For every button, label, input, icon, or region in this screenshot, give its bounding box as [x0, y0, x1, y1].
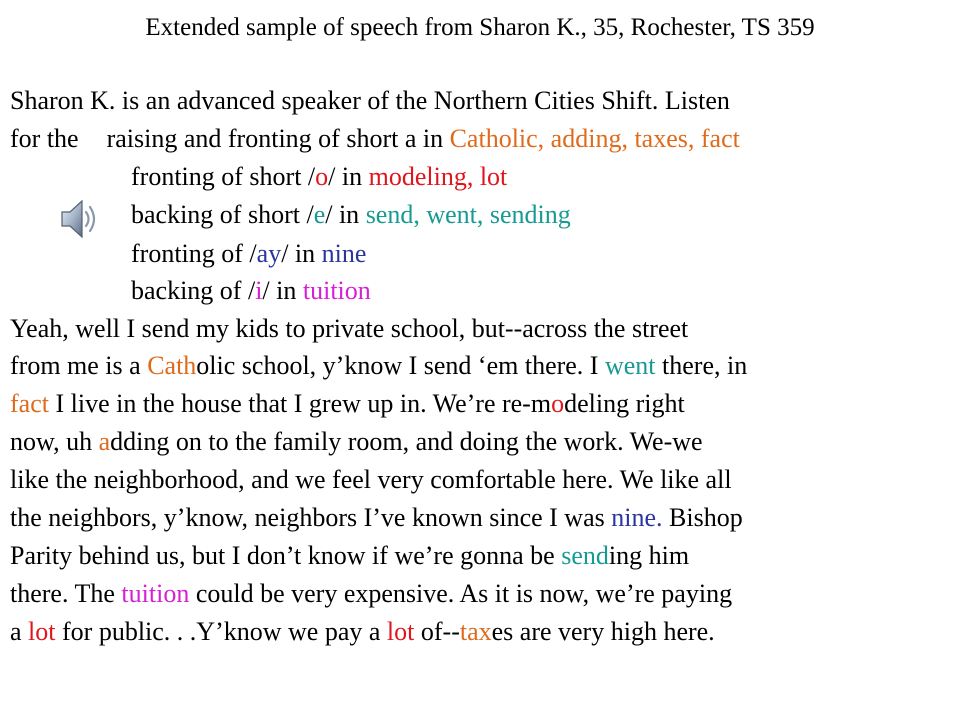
feature-short-e [131, 200, 571, 230]
transcript-line-3 [10, 389, 685, 419]
transcript-line-2 [10, 351, 747, 381]
text: there, in [655, 351, 748, 380]
feature-sound: e [313, 200, 326, 229]
text: from me is a [10, 351, 148, 380]
feature-label: backing of / [131, 276, 256, 305]
transcript-line-5: like the neighborhood, and we feel very comfortable here. We like all [10, 465, 732, 494]
transcript-line-9 [10, 617, 715, 647]
text: there. The [10, 579, 122, 608]
intro-line-2 [10, 124, 740, 154]
text: the neighbors, y’know, neighbors I’ve known since I was [10, 503, 612, 532]
feature-suffix: / in [328, 162, 369, 191]
text: Parity behind us, but I don’t know if we’re gonna be [10, 541, 562, 570]
feature-i [131, 276, 371, 306]
feature-ay [131, 239, 366, 269]
highlight-short-a: tax [459, 617, 492, 646]
highlight-short-o: lot [386, 617, 415, 646]
transcript-line-4 [10, 427, 703, 457]
feature-sound: i [255, 276, 263, 305]
text: for public. . .Y’know we pay a [55, 617, 387, 646]
feature-words: modeling, lot [368, 162, 508, 191]
text: ing him [608, 541, 690, 570]
text: Bishop [662, 503, 743, 532]
intro-line-1: Sharon K. is an advanced speaker of the Northern Cities Shift. Listen [10, 86, 730, 115]
feature-short-a: raising and fronting of short a in [106, 124, 450, 153]
transcript-line-1: Yeah, well I send my kids to private school, but--across the street [10, 314, 689, 343]
highlight-short-a: Cath [147, 351, 197, 380]
feature-words: send, went, sending [365, 200, 571, 229]
text: deling right [564, 389, 685, 418]
feature-label: fronting of short / [131, 162, 316, 191]
text: now, uh [10, 427, 99, 456]
feature-short-o [131, 162, 507, 192]
feature-label: backing of short / [131, 200, 314, 229]
feature-label: fronting of / [131, 239, 257, 268]
feature-words: tuition [302, 276, 371, 305]
highlight-short-e: send [561, 541, 609, 570]
transcript-line-7 [10, 541, 689, 571]
highlight-short-o: o [551, 389, 565, 418]
feature-suffix: / in [262, 276, 303, 305]
highlight-ay: nine. [611, 503, 663, 532]
text: could be very expensive. As it is now, we’re paying [189, 579, 733, 608]
speaker-icon[interactable] [56, 196, 102, 242]
highlight-short-o: lot [28, 617, 56, 646]
text: of-- [414, 617, 460, 646]
highlight-i: tuition [121, 579, 190, 608]
transcript-line-6 [10, 503, 743, 533]
highlight-short-e: went [604, 351, 656, 380]
feature-sound: ay [256, 239, 282, 268]
feature-short-a-words: Catholic, adding, taxes, fact [449, 124, 740, 153]
text: a [10, 617, 29, 646]
highlight-short-a: a [98, 427, 111, 456]
feature-suffix: / in [281, 239, 322, 268]
text: olic school, y’know I send ‘em there. I [196, 351, 605, 380]
highlight-short-a: fact [10, 389, 49, 418]
text: I live in the house that I grew up in. We’re re-m [48, 389, 552, 418]
text: es are very high here. [491, 617, 715, 646]
feature-sound: o [315, 162, 329, 191]
intro-prefix: for the [10, 124, 79, 153]
text: dding on to the family room, and doing the work. We-we [110, 427, 703, 456]
transcript-line-8 [10, 579, 732, 609]
feature-suffix: / in [325, 200, 366, 229]
slide-title: Extended sample of speech from Sharon K., 35, Rochester, TS 359 [145, 14, 815, 41]
feature-words: nine [321, 239, 367, 268]
